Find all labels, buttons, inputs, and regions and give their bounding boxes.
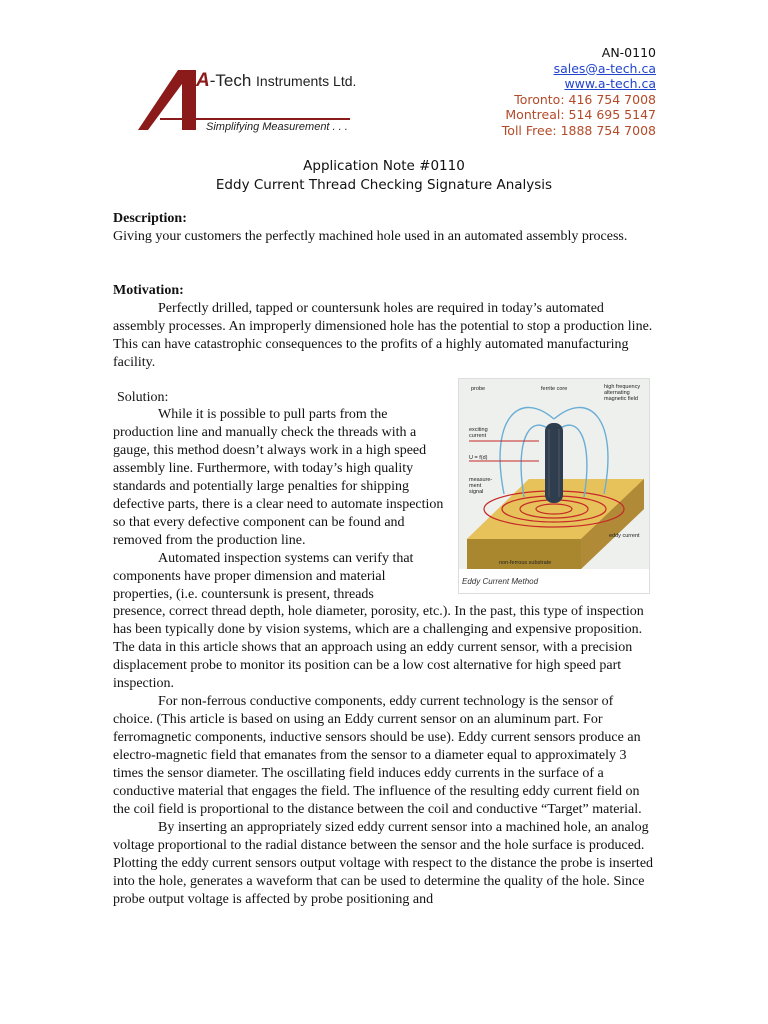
label-exciting-1: exciting	[469, 427, 488, 433]
title-line-2: Eddy Current Thread Checking Signature Analysis	[215, 177, 553, 193]
phone-tollfree: Toll Free: 1888 754 7008	[501, 122, 656, 138]
tagline: Simplifying Measurement . . .	[206, 121, 348, 133]
eddy-current-figure	[458, 378, 650, 594]
label-hf-1: high frequency	[604, 384, 641, 390]
label-measure-3: signal	[469, 489, 484, 495]
solution-paragraph-1: While it is possible to pull parts from the production line and manually check the threads with a gauge, this method doesn’t always work in a high speed assembly line. Furthermore, with today’s high quality standards and potentially large penalties for shipping defective parts, there is a clear need to automate inspection so that every defective component can be found and removed from the production line.	[113, 407, 444, 548]
solution-paragraph-4: By inserting an appropriately sized eddy current sensor into a machined hole, an analog voltage proportional to the radial distance between the sensor and the hole surface is produced. Plotting the eddy current sensors output voltage with respect to the distance the probe is inserted into the hole, generates a waveform that can be used to determine the quality of the hole. Since probe output voltage is affected by probe positioning and	[113, 820, 654, 907]
label-measure-2: ment	[469, 483, 482, 489]
motivation-heading: Motivation:	[113, 283, 184, 298]
figure-caption: Eddy Current Method	[462, 577, 539, 586]
solution-column	[113, 406, 448, 604]
description-text: Giving your customers the perfectly machined hole used in an automated assembly process.	[113, 229, 628, 244]
solution-continuation	[113, 603, 655, 909]
doc-id: AN-0110	[601, 45, 656, 60]
solution-paragraph-2a: Automated inspection systems can verify that components have proper dimension and material properties, (i.e. countersunk is present, threads	[113, 551, 414, 602]
solution-paragraph-2b: presence, correct thread depth, hole diameter, porosity, etc.). In the past, this type of inspection has been typically done by vision systems, which are a challenging and expensive proposition. The data in this article shows that an approach using an eddy current sensor, with a precision displacement probe to monitor its position can be a low cost alternative for high speed part inspection.	[113, 604, 644, 691]
phone-montreal: Montreal: 514 695 5147	[505, 107, 656, 122]
label-probe: probe	[471, 386, 486, 392]
email-link[interactable]: sales@a-tech.ca	[553, 60, 656, 76]
label-measure-1: measure-	[469, 477, 493, 483]
company-name: A-Tech Instruments Ltd.	[196, 70, 357, 91]
label-eddy-current: eddy current	[609, 533, 640, 539]
label-hf-2: alternating	[604, 390, 630, 396]
description-section	[113, 210, 655, 246]
label-u-fd: U = f(d)	[469, 455, 488, 461]
description-heading: Description:	[113, 211, 187, 226]
website-link[interactable]: www.a-tech.ca	[564, 76, 656, 91]
label-ferrite-core: ferrite core	[541, 386, 568, 392]
phone-toronto: Toronto: 416 754 7008	[514, 91, 656, 107]
document-title	[0, 157, 768, 195]
title-line-1: Application Note #0110	[303, 158, 465, 174]
label-substrate: non-ferrous substrate	[499, 560, 552, 566]
solution-heading: Solution:	[117, 390, 169, 405]
label-hf-3: magnetic field	[604, 396, 638, 402]
eddy-current-diagram	[459, 379, 649, 593]
label-exciting-2: current	[469, 433, 487, 439]
motivation-text: Perfectly drilled, tapped or countersunk holes are required in today’s automated assembly processes. An improperly dimensioned hole has the potential to stop a production line. This can have catastrophic consequences to the profits of a highly automated manufacturing facility.	[113, 301, 653, 370]
motivation-section	[113, 282, 655, 372]
contact-block	[502, 45, 656, 138]
header-rule	[160, 118, 350, 120]
solution-paragraph-3: For non-ferrous conductive components, eddy current technology is the sensor of choice. (This article is based on using an Eddy current sensor on an aluminum part. For ferromagnetic components, inductive sensors should be use). Eddy current sensors produce an electro-magnetic field that emanates from the sensor to a diameter equal to approximately 3 times the sensor diameter. The oscillating field induces eddy currents in the surface of a conductive material that engages the field. The influence of the resulting eddy current field on the coil field is proportional to the distance between the coil and conductive “Target” material.	[113, 694, 642, 817]
